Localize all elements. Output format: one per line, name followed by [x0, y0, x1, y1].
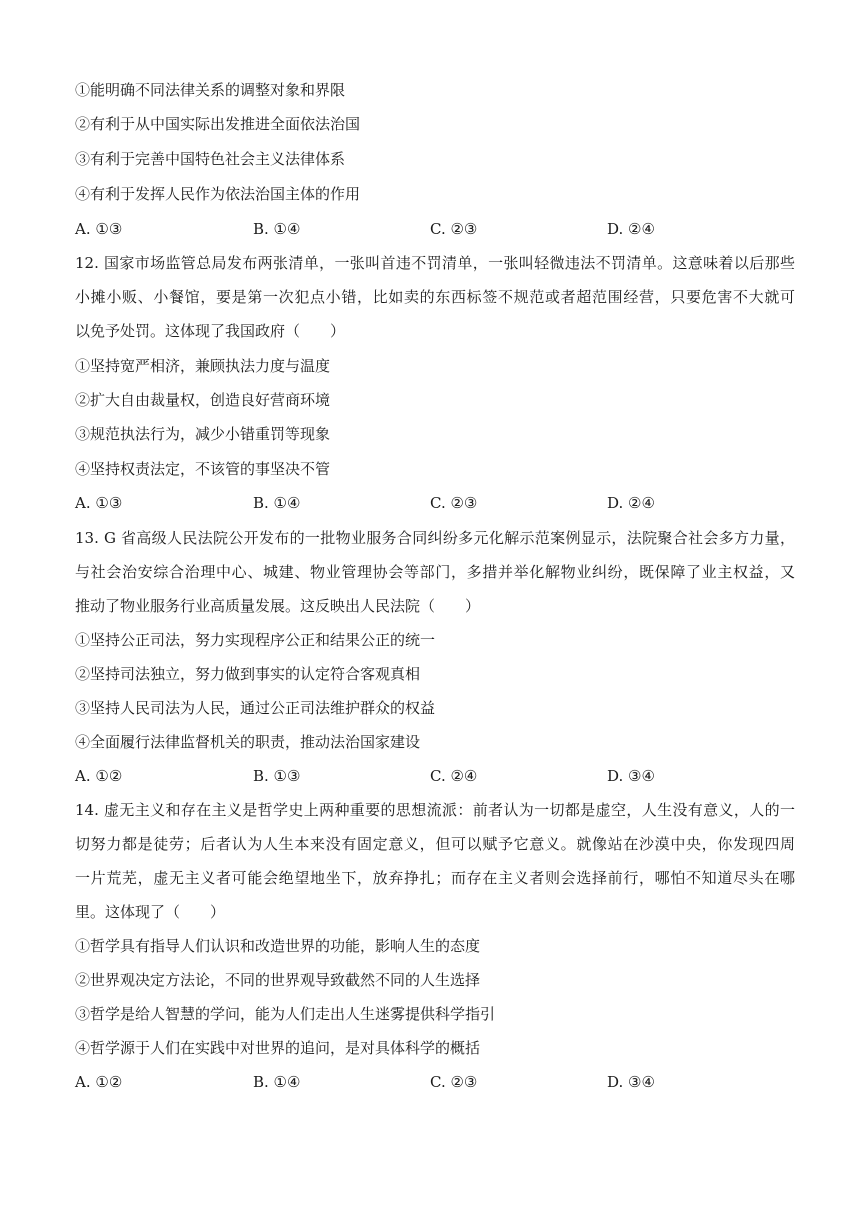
q13-option-d: D. ③④	[607, 767, 655, 785]
q14-item-4: ④哲学源于人们在实践中对世界的追问，是对具体科学的概括	[75, 1039, 481, 1057]
q11-option-a: A. ①③	[75, 220, 123, 238]
q14-option-d: D. ③④	[607, 1073, 655, 1091]
q13-option-a: A. ①②	[75, 767, 123, 785]
q12-item-2: ②扩大自由裁量权，创造良好营商环境	[75, 391, 331, 409]
q14-option-c: C. ②③	[430, 1073, 478, 1091]
q11-option-c: C. ②③	[430, 220, 478, 238]
q14-item-3: ③哲学是给人智慧的学问，能为人们走出人生迷雾提供科学指引	[75, 1005, 496, 1023]
q14-stem-line-1: 14. 虚无主义和存在主义是哲学史上两种重要的思想流派：前者认为一切都是虚空，人生没有意义，人的一	[75, 801, 795, 819]
q12-stem-line-3: 以免予处罚。这体现了我国政府（ ）	[75, 322, 346, 340]
q12-option-b: B. ①④	[253, 494, 301, 512]
q13-item-1: ①坚持公正司法，努力实现程序公正和结果公正的统一	[75, 631, 436, 649]
q12-option-d: D. ②④	[607, 494, 655, 512]
q11-item-2: ②有利于从中国实际出发推进全面依法治国	[75, 115, 361, 133]
q12-option-c: C. ②③	[430, 494, 478, 512]
q14-option-b: B. ①④	[253, 1073, 301, 1091]
q13-option-c: C. ②④	[430, 767, 478, 785]
q12-item-1: ①坚持宽严相济，兼顾执法力度与温度	[75, 357, 331, 375]
q11-option-b: B. ①④	[253, 220, 301, 238]
q11-item-1: ①能明确不同法律关系的调整对象和界限	[75, 81, 346, 99]
q12-item-3: ③规范执法行为，减少小错重罚等现象	[75, 425, 331, 443]
q13-item-4: ④全面履行法律监督机关的职责，推动法治国家建设	[75, 733, 421, 751]
q13-stem-line-3: 推动了物业服务行业高质量发展。这反映出人民法院（ ）	[75, 597, 481, 615]
q13-option-b: B. ①③	[253, 767, 301, 785]
q13-stem-line-2: 与社会治安综合治理中心、城建、物业管理协会等部门，多措并举化解物业纠纷，既保障了业主权益，又	[75, 563, 795, 581]
q14-stem-line-2: 切努力都是徒劳；后者认为人生本来没有固定意义，但可以赋予它意义。就像站在沙漠中央，你发现四周	[75, 835, 795, 853]
q11-option-d: D. ②④	[607, 220, 655, 238]
q14-item-1: ①哲学具有指导人们认识和改造世界的功能，影响人生的态度	[75, 937, 481, 955]
q11-item-4: ④有利于发挥人民作为依法治国主体的作用	[75, 185, 361, 203]
q14-stem-line-4: 里。这体现了（ ）	[75, 903, 226, 921]
q13-stem-line-1: 13. G 省高级人民法院公开发布的一批物业服务合同纠纷多元化解示范案例显示，法院聚合社会多方力量，	[75, 529, 795, 547]
q12-stem-line-2: 小摊小贩、小餐馆，要是第一次犯点小错，比如卖的东西标签不规范或者超范围经营，只要危害不大就可	[75, 288, 795, 306]
q12-option-a: A. ①③	[75, 494, 123, 512]
q11-item-3: ③有利于完善中国特色社会主义法律体系	[75, 150, 346, 168]
q13-item-2: ②坚持司法独立，努力做到事实的认定符合客观真相	[75, 665, 421, 683]
q14-item-2: ②世界观决定方法论，不同的世界观导致截然不同的人生选择	[75, 971, 481, 989]
q12-item-4: ④坚持权责法定，不该管的事坚决不管	[75, 460, 331, 478]
q14-stem-line-3: 一片荒芜，虚无主义者可能会绝望地坐下，放弃挣扎；而存在主义者则会选择前行，哪怕不知道尽头在哪	[75, 869, 795, 887]
q13-item-3: ③坚持人民司法为人民，通过公正司法维护群众的权益	[75, 699, 436, 717]
q14-option-a: A. ①②	[75, 1073, 123, 1091]
q12-stem-line-1: 12. 国家市场监管总局发布两张清单，一张叫首违不罚清单，一张叫轻微违法不罚清单。这意味着以后那些	[75, 254, 795, 272]
